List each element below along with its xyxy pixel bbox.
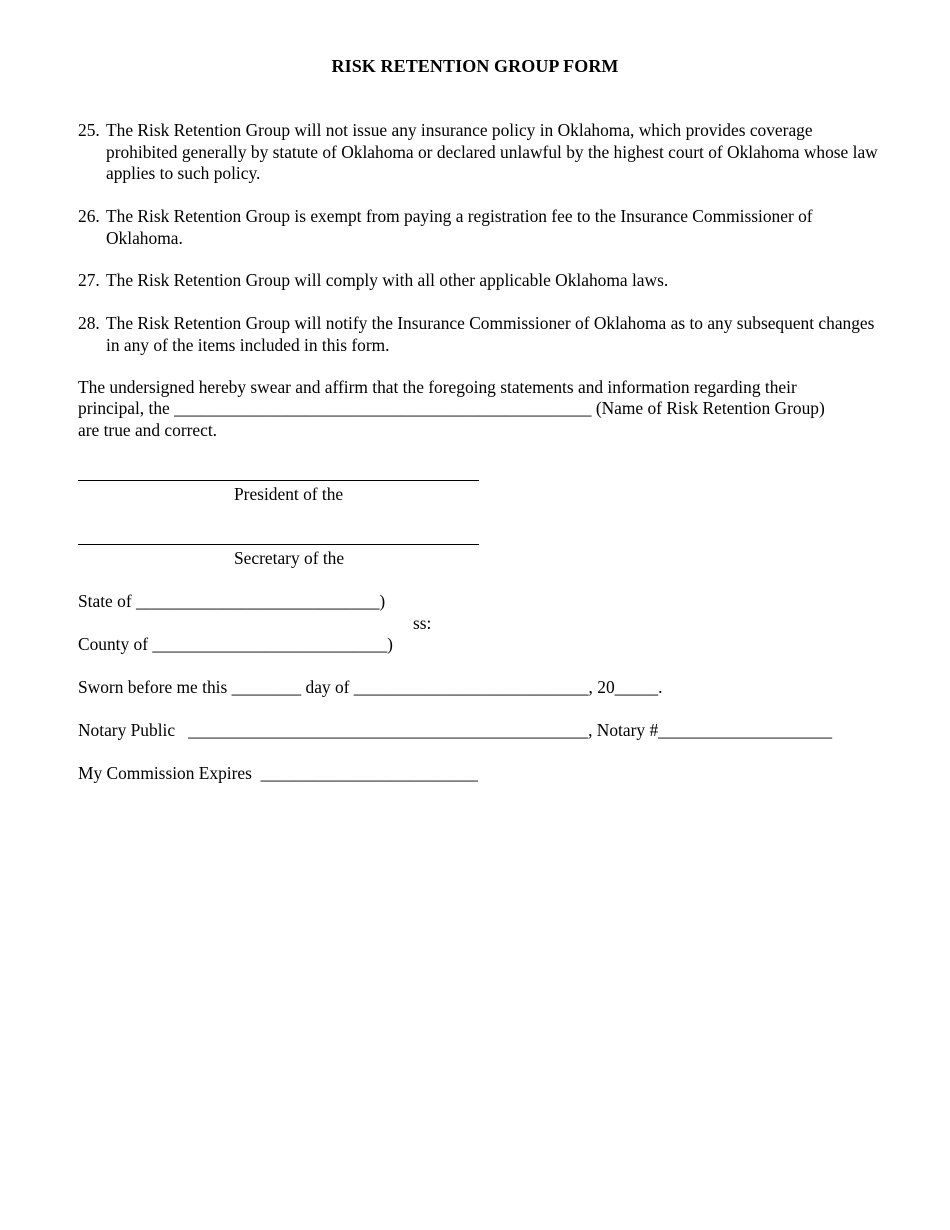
page-title: RISK RETENTION GROUP FORM	[331, 56, 619, 76]
item-number: 26.	[78, 206, 100, 226]
secretary-signature-line[interactable]	[78, 544, 479, 545]
item-number: 25.	[78, 120, 100, 140]
item-text: The Risk Retention Group will notify the Insurance Commissioner of Oklahoma as to any subsequent changes in any of the items included in this form.	[106, 313, 875, 355]
list-item	[78, 206, 878, 249]
item-number: 28.	[78, 313, 100, 333]
state-of-line: State of ____________________________)	[78, 591, 386, 611]
affirmation-line-2: principal, the ________________________________________________ (Name of Risk Retention Group)	[78, 398, 825, 418]
item-text: The Risk Retention Group will comply with all other applicable Oklahoma laws.	[106, 270, 669, 290]
county-of-line: County of ___________________________)	[78, 634, 393, 654]
list-item	[78, 120, 878, 185]
item-text: The Risk Retention Group is exempt from paying a registration fee to the Insurance Commissioner of Oklahoma.	[106, 206, 813, 248]
item-text: The Risk Retention Group will not issue any insurance policy in Oklahoma, which provides coverage prohibited generally by statute of Oklahoma or declared unlawful by the highest court of Oklahoma whose law applies to such policy.	[106, 120, 878, 184]
sworn-line: Sworn before me this ________ day of ___________________________, 20_____.	[78, 677, 663, 697]
item-number: 27.	[78, 270, 100, 290]
president-label: President of the	[234, 484, 344, 504]
commission-expires-line: My Commission Expires _________________________	[78, 763, 478, 783]
affirmation-line-1: The undersigned hereby swear and affirm that the foregoing statements and information regarding their	[78, 377, 797, 397]
ss-label: ss:	[413, 613, 432, 633]
affirmation-line-3: are true and correct.	[78, 420, 218, 440]
president-signature-line[interactable]	[78, 480, 479, 481]
notary-line: Notary Public ______________________________________________, Notary #____________________	[78, 720, 833, 740]
list-item	[78, 270, 878, 292]
list-item	[78, 313, 878, 356]
secretary-label: Secretary of the	[234, 548, 345, 568]
